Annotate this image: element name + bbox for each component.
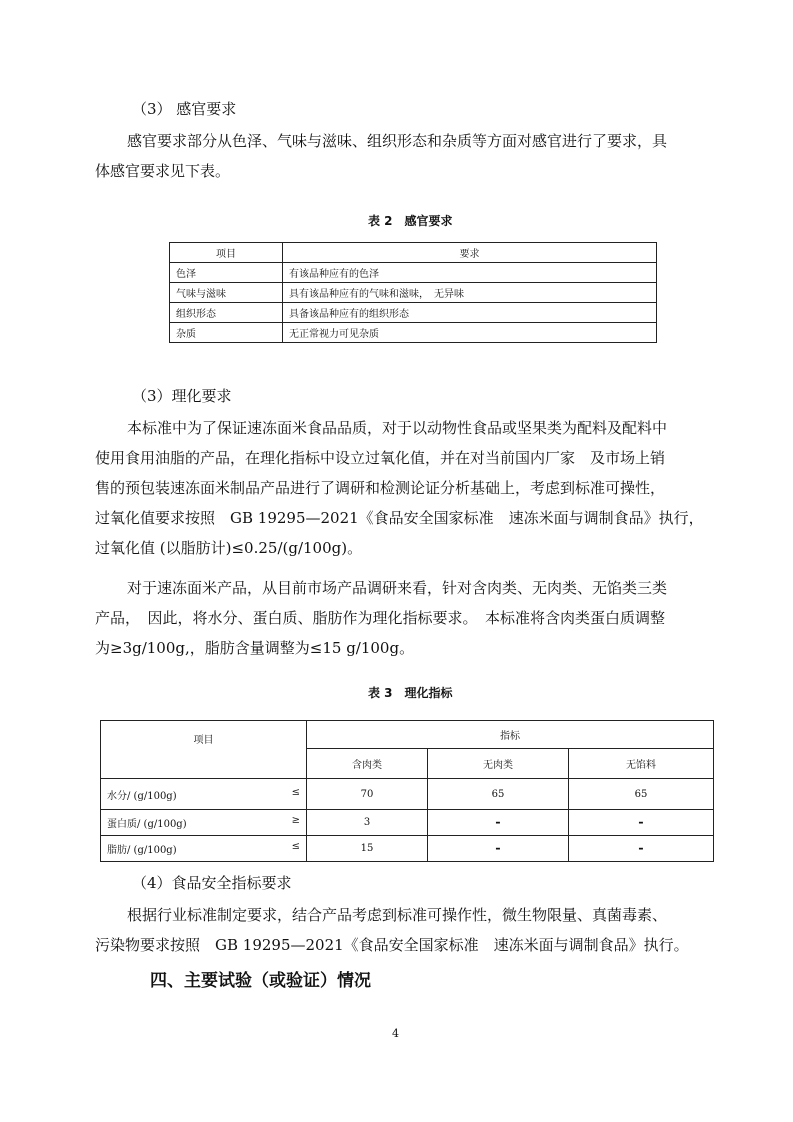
table-cell: 3: [307, 810, 428, 836]
section-heading-physicochemical: （3）理化要求: [132, 387, 232, 405]
paragraph-line: 过氧化值要求按照 GB 19295—2021《食品安全国家标准 速冻米面与调制食品》执行，: [95, 509, 704, 527]
table-cell: [101, 779, 307, 810]
physicochemical-table: [100, 720, 714, 862]
table-cell: 有该品种应有的色泽: [283, 263, 657, 283]
paragraph-line: 使用食用油脂的产品，在理化指标中设立过氧化值，并在对当前国内厂家 及市场上销: [95, 449, 666, 467]
section-heading-food-safety: （4）食品安全指标要求: [132, 874, 292, 892]
table-header-row: [170, 243, 657, 263]
paragraph-sensory: [95, 126, 701, 186]
table-header-cell: 含肉类: [307, 749, 428, 779]
table-cell: 具备该品种应有的组织形态: [283, 303, 657, 323]
table-cell: -: [569, 810, 714, 836]
table-header-cell: 项目: [101, 721, 307, 779]
table-header-cell: 指标: [307, 721, 714, 749]
table-cell: 组织形态: [170, 303, 283, 323]
paragraph-line: 售的预包装速冻面米制品产品进行了调研和检测论证分析基础上，考虑到标准可操性，: [95, 479, 666, 497]
comparison-symbol: ≤: [291, 786, 300, 798]
paragraph-line: 对于速冻面米产品，从目前市场产品调研来看，针对含肉类、无肉类、无馅类三类: [127, 579, 668, 597]
row-label: 脂肪/ (g/100g): [107, 845, 177, 856]
row-label: 水分/ (g/100g): [107, 790, 177, 802]
table-cell: 无正常视力可见杂质: [283, 323, 657, 343]
table-header-cell: 无馅料: [569, 749, 714, 779]
comparison-symbol: ≥: [291, 815, 300, 826]
table-cell: 65: [428, 779, 569, 810]
paragraph-line: 感官要求部分从色泽、气味与滋味、组织形态和杂质等方面对感官进行了要求，具: [127, 132, 668, 150]
table-cell: -: [428, 810, 569, 836]
paragraph-line: 过氧化值 (以脂肪计)≤0.25/(g/100g)。: [95, 539, 363, 557]
table-header-row: [101, 721, 714, 749]
comparison-symbol: ≤: [291, 841, 300, 852]
section-heading-sensory: （3） 感官要求: [132, 100, 237, 118]
paragraph-line: 根据行业标准制定要求，结合产品考虑到标准可操作性，微生物限量、真菌毒素、: [127, 906, 668, 924]
paragraph-physicochemical-2: [95, 573, 701, 663]
paragraph-line: 体感官要求见下表。: [95, 162, 231, 180]
table-cell: -: [428, 836, 569, 862]
table-row: [170, 323, 657, 343]
table-row: [170, 263, 657, 283]
sensory-table: [169, 242, 657, 343]
paragraph-line: 本标准中为了保证速冻面米食品品质，对于以动物性食品或坚果类为配料及配料中: [127, 419, 668, 437]
table-cell: [101, 836, 307, 862]
section-title-main-tests: 四、主要试验（或验证）情况: [150, 971, 371, 991]
table-cell: 杂质: [170, 323, 283, 343]
paragraph-line: 为≥3g/100g,，脂肪含量调整为≤15 g/100g。: [95, 639, 415, 657]
row-label: 蛋白质/ (g/100g): [107, 819, 187, 830]
table3-caption: 表 3 理化指标: [368, 686, 453, 700]
table-cell: -: [569, 836, 714, 862]
table-row: [170, 303, 657, 323]
table-cell: 色泽: [170, 263, 283, 283]
table-header-cell: 无肉类: [428, 749, 569, 779]
paragraph-food-safety: [95, 900, 701, 960]
table2-caption: 表 2 感官要求: [368, 214, 453, 228]
paragraph-line: 污染物要求按照 GB 19295—2021《食品安全国家标准 速冻米面与调制食品》执行。: [95, 936, 689, 954]
table-cell: 气味与滋味: [170, 283, 283, 303]
table-header-cell: 项目: [170, 243, 283, 263]
paragraph-physicochemical-1: [95, 413, 704, 563]
table-row: [170, 283, 657, 303]
table-row: [101, 836, 714, 862]
page-number: 4: [392, 1027, 399, 1040]
table-row: [101, 810, 714, 836]
table-header-cell: 要求: [283, 243, 657, 263]
table-row: [101, 779, 714, 810]
table-cell: 70: [307, 779, 428, 810]
table-cell: 15: [307, 836, 428, 862]
table-cell: [101, 810, 307, 836]
table-cell: 65: [569, 779, 714, 810]
table-cell: 具有该品种应有的气味和滋味， 无异味: [283, 283, 657, 303]
paragraph-line: 产品， 因此，将水分、蛋白质、脂肪作为理化指标要求。 本标准将含肉类蛋白质调整: [95, 609, 666, 627]
